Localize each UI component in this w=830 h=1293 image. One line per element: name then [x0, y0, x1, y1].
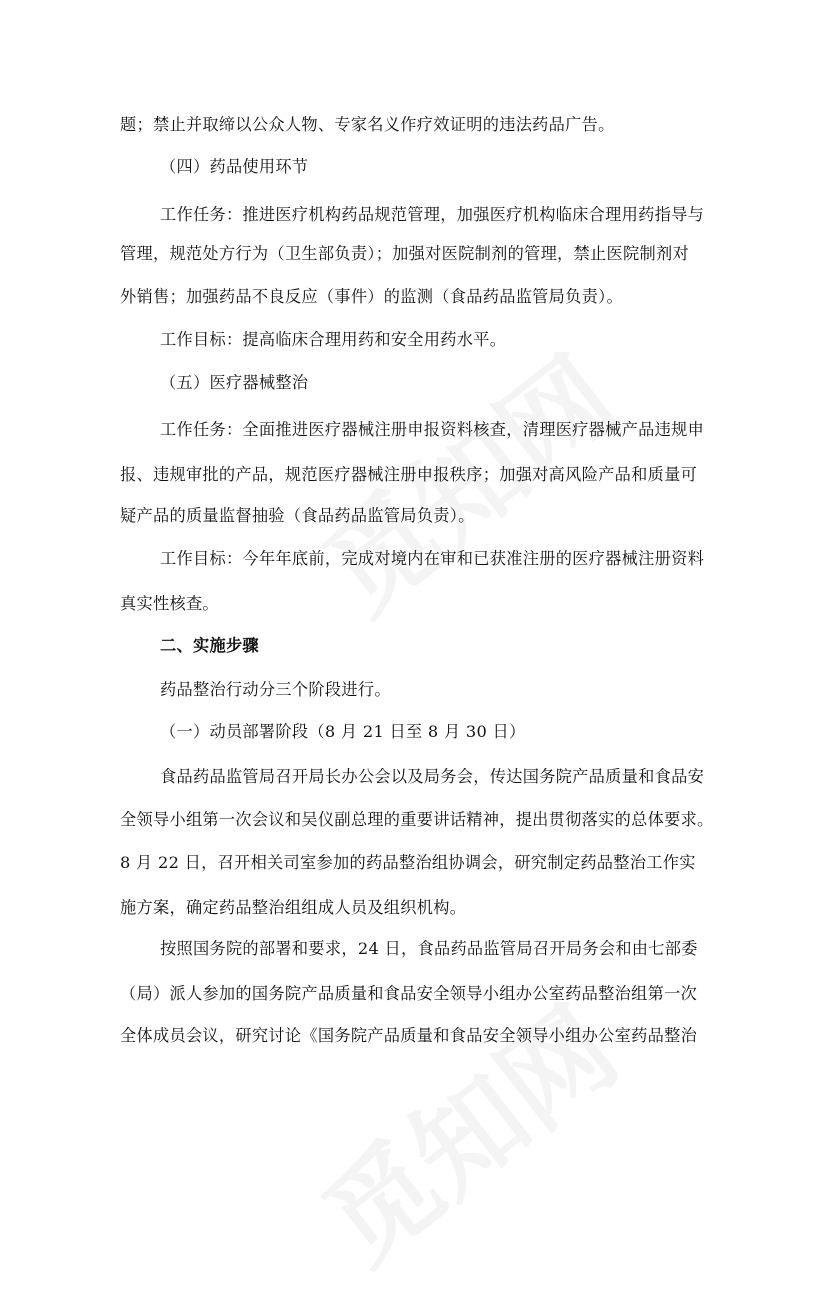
paragraph-line: 报、违规审批的产品，规范医疗器械注册申报秩序；加强对高风险产品和质量可 — [120, 465, 698, 484]
paragraph-line: 8 月 22 日，召开相关司室参加的药品整治组协调会，研究制定药品整治工作实 — [120, 853, 696, 872]
section-heading: （五）医疗器械整治 — [160, 373, 309, 392]
paragraph-line: 外销售；加强药品不良反应（事件）的监测（食品药品监管局负责）。 — [120, 287, 624, 306]
paragraph-line: 全体成员会议，研究讨论《国务院产品质量和食品安全领导小组办公室药品整治 — [120, 1026, 698, 1045]
paragraph-line: 按照国务院的部署和要求，24 日，食品药品监管局召开局务会和由七部委 — [160, 939, 698, 958]
paragraph-line: 管理，规范处方行为（卫生部负责）；加强对医院制剂的管理，禁止医院制剂对 — [120, 244, 689, 263]
watermark — [286, 965, 643, 1293]
paragraph-line: 全领导小组第一次会议和吴仪副总理的重要讲话精神，提出贯彻落实的总体要求。 — [120, 810, 714, 829]
paragraph-line: 药品整治行动分三个阶段进行。 — [160, 680, 391, 699]
paragraph-line: 真实性核查。 — [120, 594, 219, 613]
section-heading: （一）动员部署阶段（8 月 21 日至 8 月 30 日） — [160, 722, 526, 741]
paragraph-line: 工作任务：推进医疗机构药品规范管理，加强医疗机构临床合理用药指导与 — [160, 205, 705, 224]
section-heading: （四）药品使用环节 — [160, 157, 309, 176]
paragraph-line: 施方案，确定药品整治组组成人员及组织机构。 — [120, 898, 467, 917]
paragraph-line: 题；禁止并取缔以公众人物、专家名义作疗效证明的违法药品广告。 — [120, 115, 615, 134]
paragraph-line: 工作目标：今年年底前，完成对境内在审和已获准注册的医疗器械注册资料 — [160, 549, 705, 568]
paragraph-line: 疑产品的质量监督抽验（食品药品监管局负责）。 — [120, 506, 475, 525]
paragraph-line: 工作目标：提高临床合理用药和安全用药水平。 — [160, 330, 507, 349]
paragraph-line: （局）派人参加的国务院产品质量和食品安全领导小组办公室药品整治组第一次 — [120, 984, 698, 1003]
paragraph-line: 工作任务：全面推进医疗器械注册申报资料核查，清理医疗器械产品违规申 — [160, 420, 705, 439]
paragraph-line: 食品药品监管局召开局长办公会以及局务会，传达国务院产品质量和食品安 — [160, 767, 705, 786]
section-heading: 二、实施步骤 — [160, 636, 259, 655]
